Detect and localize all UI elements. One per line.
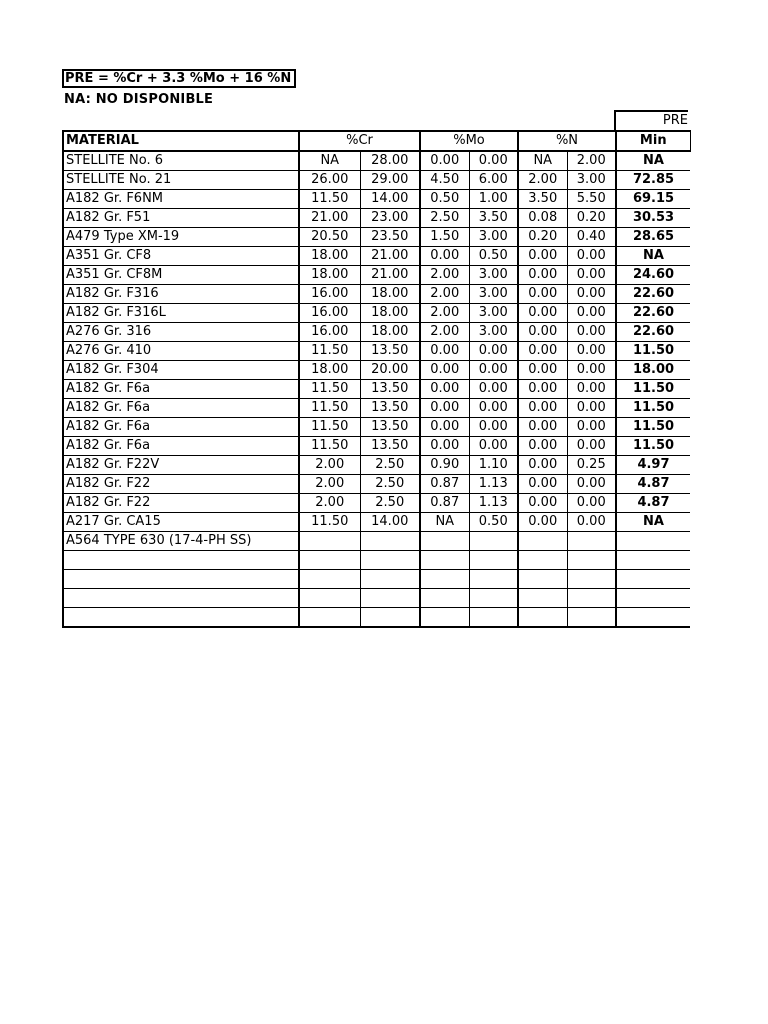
cell-material: A182 Gr. F6a <box>63 399 299 418</box>
cell-cr-min: 18.00 <box>299 361 360 380</box>
cell-material: A276 Gr. 316 <box>63 323 299 342</box>
cell-n-min: 0.00 <box>518 494 567 513</box>
cell-n-min: 0.00 <box>518 456 567 475</box>
cell-pre-min: 22.60 <box>616 323 690 342</box>
cell-mo-min: 0.00 <box>420 399 469 418</box>
cell-n-min: 0.20 <box>518 228 567 247</box>
cell-cr-max: 29.00 <box>360 171 420 190</box>
cell-n-min: 0.00 <box>518 304 567 323</box>
cell-mo-max: 0.00 <box>469 418 518 437</box>
cell-cr-min: NA <box>299 151 360 171</box>
cell-mo-max: 0.50 <box>469 247 518 266</box>
cell-cr-max <box>360 532 420 551</box>
cell-n-max: 0.00 <box>567 399 616 418</box>
cell-mo-max: 0.00 <box>469 380 518 399</box>
cell-mo-min: NA <box>420 513 469 532</box>
cell-material: A351 Gr. CF8M <box>63 266 299 285</box>
cell-mo-max: 1.13 <box>469 475 518 494</box>
cell-mo-max: 3.00 <box>469 323 518 342</box>
cell-n-min <box>518 532 567 551</box>
cell-material: A182 Gr. F22V <box>63 456 299 475</box>
table-row <box>63 532 690 551</box>
cell-mo-max: 0.00 <box>469 361 518 380</box>
cell-mo-max: 6.00 <box>469 171 518 190</box>
table-row <box>63 551 690 570</box>
cell-mo-max: 1.00 <box>469 190 518 209</box>
cell-cr-min: 2.00 <box>299 494 360 513</box>
cell-cr-min: 11.50 <box>299 190 360 209</box>
cell-n-min: 3.50 <box>518 190 567 209</box>
cell-cr-max <box>360 570 420 589</box>
cell-mo-max: 0.50 <box>469 513 518 532</box>
cell-cr-max <box>360 589 420 608</box>
cell-mo-min <box>420 608 469 627</box>
cell-cr-max <box>360 551 420 570</box>
cell-material <box>63 589 299 608</box>
cell-mo-max: 1.10 <box>469 456 518 475</box>
table-row <box>63 494 690 513</box>
cell-cr-max: 21.00 <box>360 266 420 285</box>
pre-group-header <box>614 110 688 130</box>
cell-pre-min: 4.87 <box>616 494 690 513</box>
cell-material: STELLITE No. 6 <box>63 151 299 171</box>
cell-mo-max: 3.00 <box>469 304 518 323</box>
cell-pre-min <box>616 570 690 589</box>
cell-material: A182 Gr. F6a <box>63 418 299 437</box>
cell-pre-min: NA <box>616 247 690 266</box>
cell-n-max: 0.00 <box>567 380 616 399</box>
cell-material: A564 TYPE 630 (17-4-PH SS) <box>63 532 299 551</box>
cell-cr-min: 16.00 <box>299 285 360 304</box>
cell-cr-max: 2.50 <box>360 475 420 494</box>
cell-mo-min: 2.00 <box>420 266 469 285</box>
cell-mo-min <box>420 570 469 589</box>
cell-material: A182 Gr. F316L <box>63 304 299 323</box>
cell-n-max: 0.00 <box>567 494 616 513</box>
table-row <box>63 418 690 437</box>
cell-cr-min: 11.50 <box>299 437 360 456</box>
cell-cr-min <box>299 532 360 551</box>
cell-n-min: 0.00 <box>518 361 567 380</box>
table-row <box>63 323 690 342</box>
cell-pre-min: 11.50 <box>616 342 690 361</box>
table-row <box>63 266 690 285</box>
cell-mo-min: 0.00 <box>420 342 469 361</box>
cell-mo-max: 3.50 <box>469 209 518 228</box>
cell-cr-max: 23.00 <box>360 209 420 228</box>
cell-material: A182 Gr. F6NM <box>63 190 299 209</box>
cell-n-min: 0.00 <box>518 475 567 494</box>
cell-mo-max: 1.13 <box>469 494 518 513</box>
cell-cr-max: 14.00 <box>360 190 420 209</box>
cell-cr-min: 11.50 <box>299 513 360 532</box>
cell-cr-max: 18.00 <box>360 285 420 304</box>
table-row <box>63 209 690 228</box>
cell-material: A479 Type XM-19 <box>63 228 299 247</box>
cell-mo-max: 3.00 <box>469 266 518 285</box>
cell-material: A182 Gr. F51 <box>63 209 299 228</box>
cell-cr-min: 18.00 <box>299 247 360 266</box>
cell-pre-min: 11.50 <box>616 399 690 418</box>
cell-cr-max: 18.00 <box>360 323 420 342</box>
table-header-row <box>63 131 690 151</box>
cell-n-min <box>518 608 567 627</box>
cell-pre-min: 4.97 <box>616 456 690 475</box>
cell-mo-min <box>420 551 469 570</box>
cell-material: A182 Gr. F22 <box>63 475 299 494</box>
cell-material: STELLITE No. 21 <box>63 171 299 190</box>
cell-mo-max: 0.00 <box>469 399 518 418</box>
table-row <box>63 399 690 418</box>
cell-n-max: 0.00 <box>567 418 616 437</box>
cell-mo-max: 0.00 <box>469 151 518 171</box>
cell-n-max: 0.00 <box>567 361 616 380</box>
cell-mo-max: 3.00 <box>469 285 518 304</box>
cell-mo-max: 3.00 <box>469 228 518 247</box>
table-row <box>63 342 690 361</box>
table-row <box>63 589 690 608</box>
cell-n-max: 0.00 <box>567 304 616 323</box>
cell-n-min <box>518 589 567 608</box>
cell-n-max: 0.25 <box>567 456 616 475</box>
cell-pre-min <box>616 589 690 608</box>
cell-material: A351 Gr. CF8 <box>63 247 299 266</box>
header-n: %N <box>518 131 616 151</box>
cell-cr-min <box>299 589 360 608</box>
header-cr: %Cr <box>299 131 420 151</box>
cell-cr-max: 23.50 <box>360 228 420 247</box>
cell-cr-max: 14.00 <box>360 513 420 532</box>
cell-n-min: 0.00 <box>518 323 567 342</box>
header-mo: %Mo <box>420 131 518 151</box>
header-material: MATERIAL <box>63 131 299 151</box>
cell-cr-min: 11.50 <box>299 418 360 437</box>
cell-mo-min: 0.87 <box>420 494 469 513</box>
table-row <box>63 285 690 304</box>
cell-mo-max: 0.00 <box>469 437 518 456</box>
cell-mo-min: 2.00 <box>420 323 469 342</box>
cell-mo-min: 0.00 <box>420 437 469 456</box>
cell-pre-min: 24.60 <box>616 266 690 285</box>
header-pre-min: Min <box>616 131 690 151</box>
cell-pre-min: 30.53 <box>616 209 690 228</box>
cell-pre-min: 18.00 <box>616 361 690 380</box>
cell-mo-max <box>469 551 518 570</box>
cell-cr-min: 26.00 <box>299 171 360 190</box>
cell-cr-max: 21.00 <box>360 247 420 266</box>
cell-mo-min: 1.50 <box>420 228 469 247</box>
cell-n-max: 2.00 <box>567 151 616 171</box>
cell-cr-max: 13.50 <box>360 380 420 399</box>
table-row <box>63 171 690 190</box>
table-row <box>63 151 690 171</box>
cell-cr-min: 2.00 <box>299 475 360 494</box>
cell-n-max <box>567 608 616 627</box>
cell-n-max: 0.00 <box>567 475 616 494</box>
table-row <box>63 304 690 323</box>
cell-pre-min: 22.60 <box>616 304 690 323</box>
table-row <box>63 190 690 209</box>
cell-mo-min <box>420 589 469 608</box>
cell-n-max: 0.00 <box>567 342 616 361</box>
cell-mo-max <box>469 532 518 551</box>
pre-group-header-text: PRE <box>662 113 688 128</box>
cell-cr-max: 13.50 <box>360 437 420 456</box>
cell-cr-min <box>299 551 360 570</box>
cell-n-min: 0.00 <box>518 437 567 456</box>
table-row <box>63 380 690 399</box>
cell-pre-min: 4.87 <box>616 475 690 494</box>
cell-material: A182 Gr. F22 <box>63 494 299 513</box>
cell-n-max: 0.40 <box>567 228 616 247</box>
cell-n-max <box>567 551 616 570</box>
cell-cr-max: 13.50 <box>360 342 420 361</box>
cell-material: A182 Gr. F6a <box>63 437 299 456</box>
cell-mo-max <box>469 570 518 589</box>
cell-n-max <box>567 570 616 589</box>
cell-cr-max: 13.50 <box>360 399 420 418</box>
cell-mo-min: 0.00 <box>420 151 469 171</box>
cell-n-min: 0.00 <box>518 418 567 437</box>
cell-pre-min: 11.50 <box>616 437 690 456</box>
cell-n-max <box>567 532 616 551</box>
cell-pre-min: 22.60 <box>616 285 690 304</box>
cell-mo-min: 4.50 <box>420 171 469 190</box>
cell-cr-max: 18.00 <box>360 304 420 323</box>
cell-n-min: 0.00 <box>518 342 567 361</box>
cell-mo-min: 2.50 <box>420 209 469 228</box>
table-row <box>63 361 690 380</box>
cell-pre-min: 69.15 <box>616 190 690 209</box>
cell-mo-min: 0.87 <box>420 475 469 494</box>
cell-n-max: 3.00 <box>567 171 616 190</box>
cell-material <box>63 551 299 570</box>
cell-material <box>63 608 299 627</box>
cell-mo-min: 0.50 <box>420 190 469 209</box>
materials-table <box>62 130 691 628</box>
cell-cr-max: 2.50 <box>360 494 420 513</box>
cell-n-min: 0.00 <box>518 399 567 418</box>
formula-text: PRE = %Cr + 3.3 %Mo + 16 %N <box>65 71 292 86</box>
cell-cr-max <box>360 608 420 627</box>
cell-cr-min: 20.50 <box>299 228 360 247</box>
cell-material: A182 Gr. F316 <box>63 285 299 304</box>
table-row <box>63 228 690 247</box>
cell-pre-min <box>616 532 690 551</box>
formula-box <box>62 69 296 88</box>
cell-n-min: 0.00 <box>518 380 567 399</box>
cell-cr-min: 16.00 <box>299 304 360 323</box>
cell-cr-min: 11.50 <box>299 380 360 399</box>
cell-mo-min: 0.00 <box>420 247 469 266</box>
cell-cr-max: 2.50 <box>360 456 420 475</box>
cell-mo-max <box>469 589 518 608</box>
cell-mo-min: 0.00 <box>420 380 469 399</box>
cell-material <box>63 570 299 589</box>
cell-mo-min: 0.00 <box>420 418 469 437</box>
cell-mo-min <box>420 532 469 551</box>
cell-material: A217 Gr. CA15 <box>63 513 299 532</box>
table-row <box>63 437 690 456</box>
cell-mo-max: 0.00 <box>469 342 518 361</box>
table-row <box>63 456 690 475</box>
cell-n-max: 0.00 <box>567 266 616 285</box>
cell-n-min <box>518 570 567 589</box>
cell-cr-min: 21.00 <box>299 209 360 228</box>
cell-pre-min <box>616 551 690 570</box>
cell-mo-min: 0.90 <box>420 456 469 475</box>
cell-n-max: 0.00 <box>567 513 616 532</box>
cell-cr-max: 13.50 <box>360 418 420 437</box>
cell-n-min: NA <box>518 151 567 171</box>
cell-n-max: 5.50 <box>567 190 616 209</box>
table-row <box>63 247 690 266</box>
cell-pre-min: 11.50 <box>616 418 690 437</box>
table-row <box>63 513 690 532</box>
cell-n-min: 0.00 <box>518 247 567 266</box>
cell-n-min: 0.00 <box>518 513 567 532</box>
cell-cr-min: 11.50 <box>299 342 360 361</box>
cell-cr-max: 20.00 <box>360 361 420 380</box>
cell-pre-min: NA <box>616 513 690 532</box>
cell-pre-min: 28.65 <box>616 228 690 247</box>
cell-pre-min: NA <box>616 151 690 171</box>
cell-pre-min: 11.50 <box>616 380 690 399</box>
cell-n-max: 0.00 <box>567 247 616 266</box>
cell-n-min: 2.00 <box>518 171 567 190</box>
cell-material: A182 Gr. F304 <box>63 361 299 380</box>
cell-mo-max <box>469 608 518 627</box>
cell-cr-min: 18.00 <box>299 266 360 285</box>
table-row <box>63 570 690 589</box>
cell-n-min: 0.00 <box>518 285 567 304</box>
cell-pre-min: 72.85 <box>616 171 690 190</box>
cell-n-min <box>518 551 567 570</box>
cell-material: A182 Gr. F6a <box>63 380 299 399</box>
cell-pre-min <box>616 608 690 627</box>
cell-cr-min <box>299 570 360 589</box>
cell-mo-min: 2.00 <box>420 304 469 323</box>
cell-cr-min <box>299 608 360 627</box>
na-note: NA: NO DISPONIBLE <box>64 92 214 107</box>
table-row <box>63 475 690 494</box>
table-row <box>63 608 690 627</box>
cell-cr-min: 16.00 <box>299 323 360 342</box>
cell-n-max: 0.00 <box>567 323 616 342</box>
cell-mo-min: 2.00 <box>420 285 469 304</box>
cell-n-min: 0.00 <box>518 266 567 285</box>
cell-cr-min: 11.50 <box>299 399 360 418</box>
cell-n-max: 0.20 <box>567 209 616 228</box>
cell-material: A276 Gr. 410 <box>63 342 299 361</box>
cell-n-max <box>567 589 616 608</box>
cell-cr-max: 28.00 <box>360 151 420 171</box>
cell-n-max: 0.00 <box>567 437 616 456</box>
cell-mo-min: 0.00 <box>420 361 469 380</box>
cell-n-max: 0.00 <box>567 285 616 304</box>
cell-cr-min: 2.00 <box>299 456 360 475</box>
cell-n-min: 0.08 <box>518 209 567 228</box>
